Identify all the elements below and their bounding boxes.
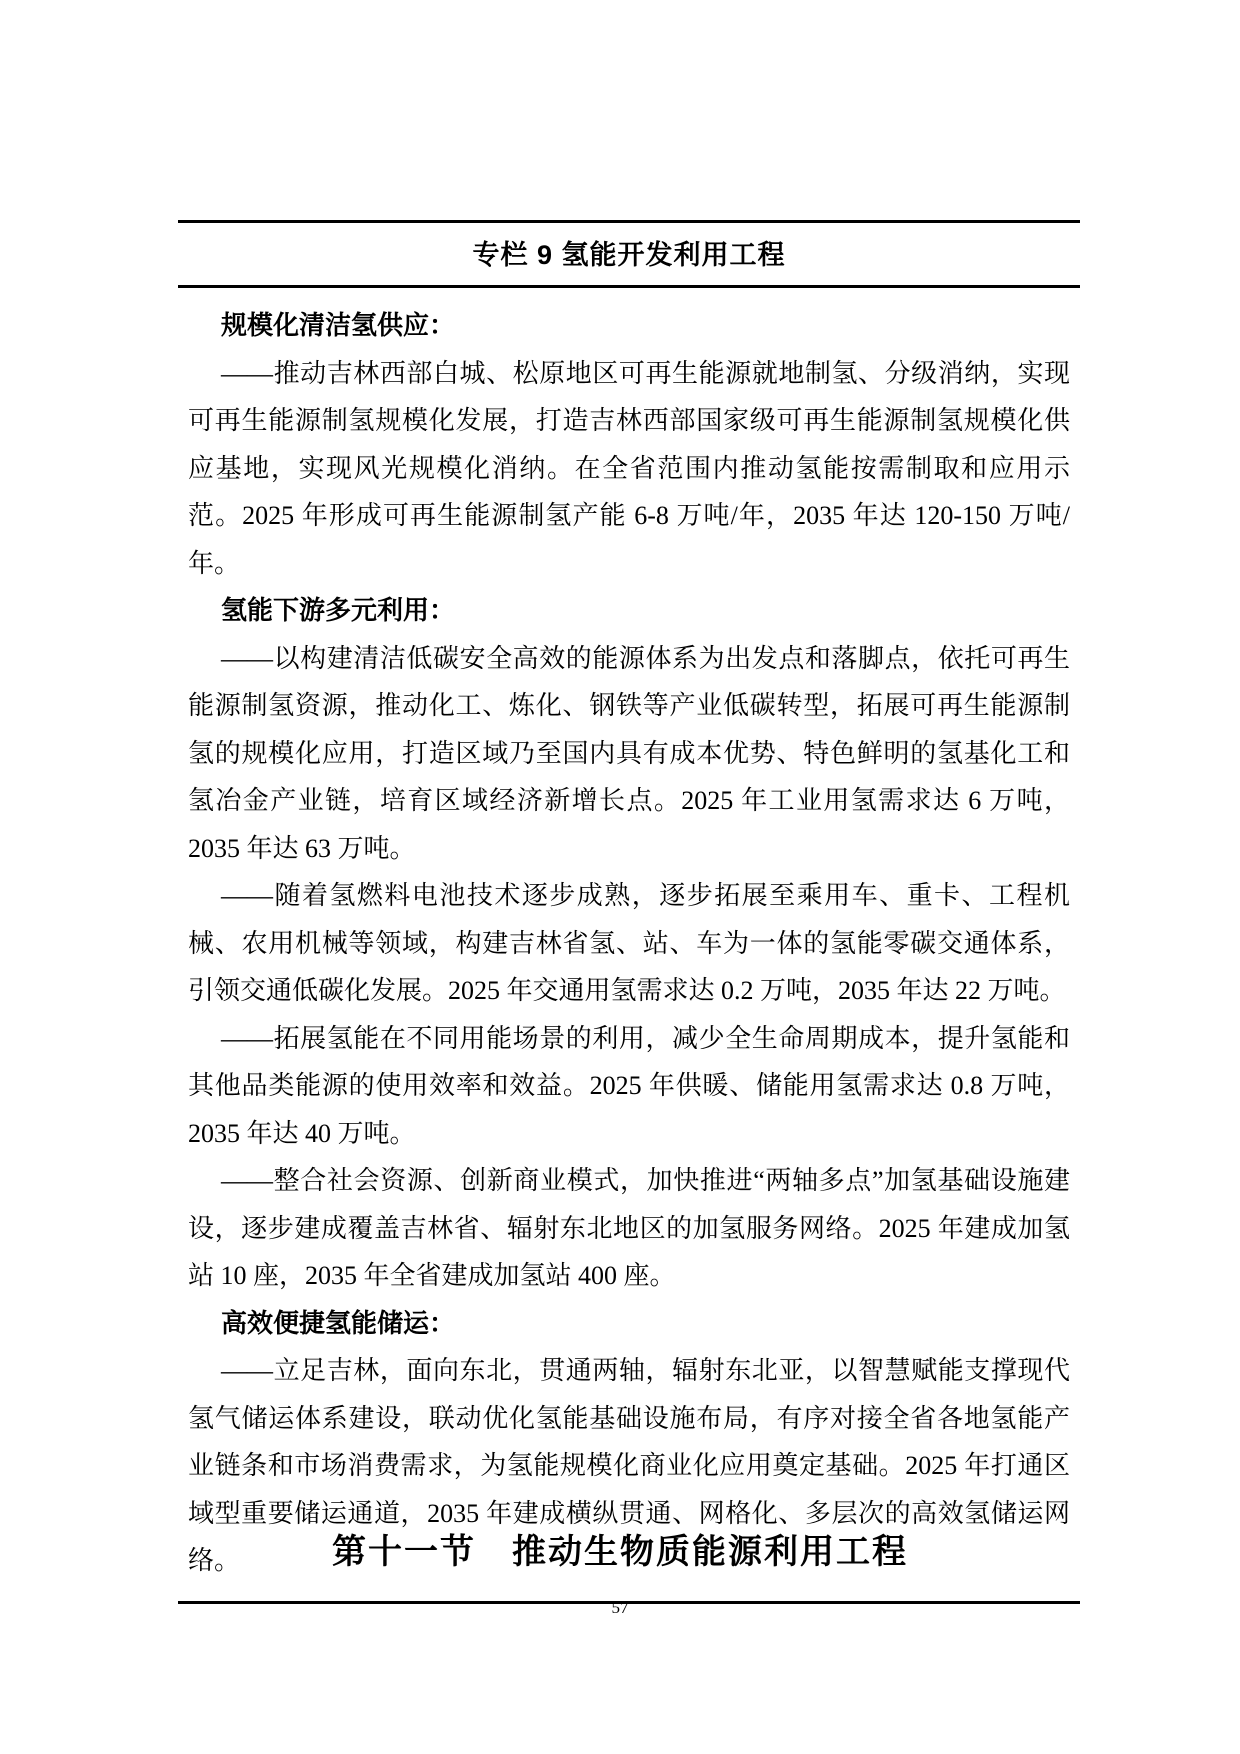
subheading-clean-hydrogen-supply: 规模化清洁氢供应： [221,310,456,340]
paragraph: ——推动吉林西部白城、松原地区可再生能源就地制氢、分级消纳，实现可再生能源制氢规模化发展，打造吉林西部国家级可再生能源制氢规模化供应基地，实现风光规模化消纳。在全省范围内推动氢能按需制取和应用示范。2025 年形成可再生能源制氢产能 6-8 万吨/年，2035 年达 120-150 万吨/年。 [188,358,1070,578]
paragraph: ——以构建清洁低碳安全高效的能源体系为出发点和落脚点，依托可再生能源制氢资源，推动化工、炼化、钢铁等产业低碳转型，拓展可再生能源制氢的规模化应用，打造区域乃至国内具有成本优势、特色鲜明的氢基化工和氢冶金产业链，培育区域经济新增长点。2025 年工业用氢需求达 6 万吨，2035 年达 63 万吨。 [188,643,1070,863]
feature-box-body [178,288,1080,1601]
paragraph: ——立足吉林，面向东北，贯通两轴，辐射东北亚，以智慧赋能支撑现代氢气储运体系建设，联动优化氢能基础设施布局，有序对接全省各地氢能产业链条和市场消费需求，为氢能规模化商业化应用奠定基础。2025 年打通区域型重要储运通道，2035 年建成横纵贯通、网格化、多层次的高效氢储运网络。 [188,1356,1070,1575]
subheading-hydrogen-storage-transport: 高效便捷氢能储运： [221,1307,456,1338]
next-section-heading: 第十一节 推动生物质能源利用工程 [332,1532,908,1572]
paragraph: ——拓展氢能在不同用能场景的利用，减少全生命周期成本，提升氢能和其他品类能源的使用效率和效益。2025 年供暖、储能用氢需求达 0.8 万吨，2035 年达 40 万吨。 [188,1023,1070,1148]
feature-box-title: 专栏 9 氢能开发利用工程 [178,223,1080,288]
feature-box [178,220,1080,1604]
subheading-downstream-utilization: 氢能下游多元利用： [221,595,456,625]
paragraph: ——整合社会资源、创新商业模式，加快推进“两轴多点”加氢基础设施建设，逐步建成覆盖吉林省、辐射东北地区的加氢服务网络。2025 年建成加氢站 10 座，2035 年全省建成加氢站 400 座。 [188,1166,1070,1290]
page-number: 57 [611,1598,629,1617]
paragraph: ——随着氢燃料电池技术逐步成熟，逐步拓展至乘用车、重卡、工程机械、农用机械等领域，构建吉林省氢、站、车为一体的氢能零碳交通体系，引领交通低碳化发展。2025 年交通用氢需求达 0.2 万吨，2035 年达 22 万吨。 [188,881,1070,1005]
